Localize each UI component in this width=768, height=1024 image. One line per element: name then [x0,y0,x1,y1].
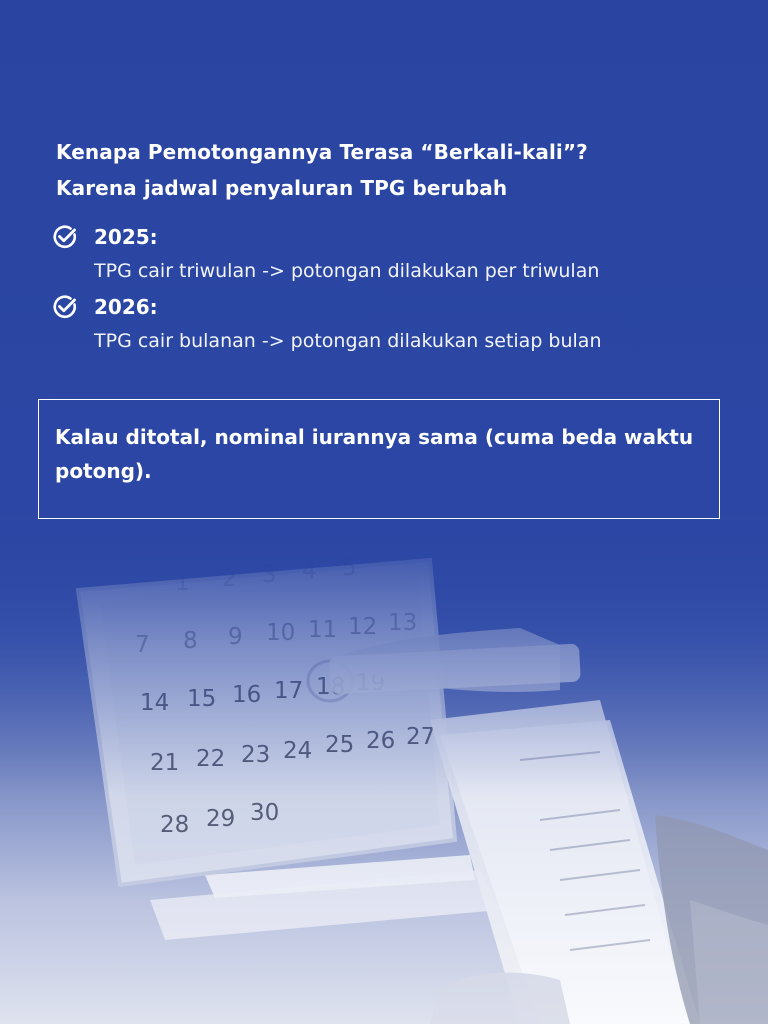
check-circle-icon [52,294,78,320]
item-description: TPG cair triwulan -> potongan dilakukan per triwulan [94,260,600,282]
heading-line-1: Kenapa Pemotongannya Terasa “Berkali-kali”? [56,140,588,164]
item-description: TPG cair bulanan -> potongan dilakukan setiap bulan [94,330,602,352]
check-circle-icon [52,224,78,250]
heading-line-2: Karena jadwal penyaluran TPG berubah [56,176,508,200]
calendar-photo [0,520,768,1024]
callout-box [38,399,720,519]
item-year: 2026: [94,295,158,319]
callout-text: Kalau ditotal, nominal iurannya sama (cuma beda waktu potong). [55,425,694,483]
heading [56,134,588,206]
item-year: 2025: [94,225,158,249]
